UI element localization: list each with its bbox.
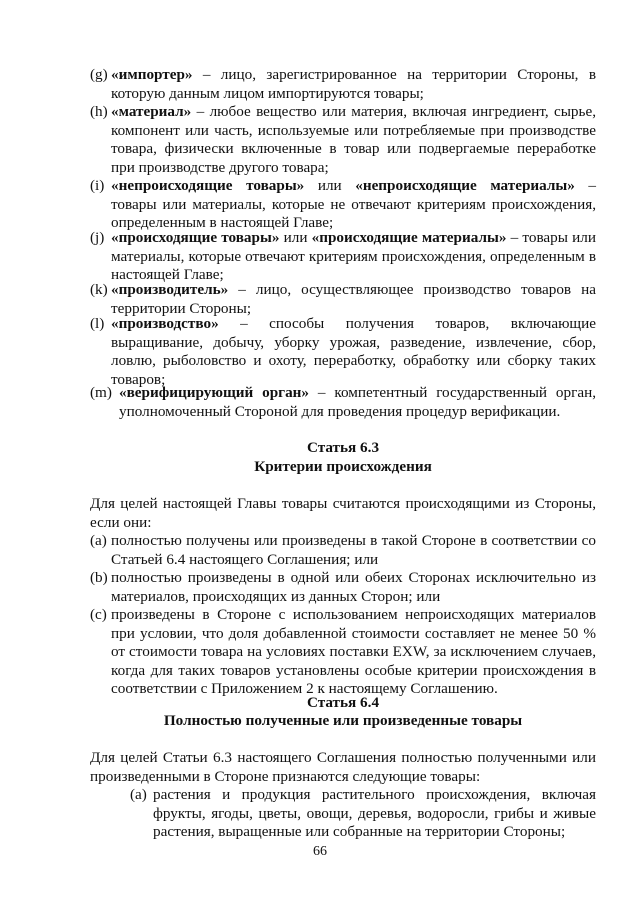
article-number: Статья 6.3	[306, 439, 380, 456]
definition-term: «материал»	[111, 103, 192, 120]
definition-marker: (i)	[90, 177, 105, 194]
list-marker: (b)	[90, 569, 108, 586]
definition-marker: (k)	[90, 281, 108, 298]
definition-term-alt: «происходящие материалы»	[311, 229, 507, 246]
article-intro: Для целей настоящей Главы товары считаются происходящими из Стороны, если они:	[90, 495, 596, 531]
definition-term: «производство»	[111, 315, 219, 332]
definition-g	[90, 66, 596, 103]
list-marker: (a)	[130, 786, 147, 803]
definition-h	[90, 103, 596, 177]
article-title: Критерии происхождения	[254, 458, 432, 475]
goods-item-a	[130, 786, 596, 842]
criteria-item-b	[90, 569, 596, 606]
definition-connector: или	[279, 229, 312, 246]
page-number: 66	[313, 844, 327, 859]
list-item-text: растения и продукция растительного происхождения, включая фрукты, ягоды, цветы, овощи, деревья, водоросли, грибы и живые растения, выращенные или собранные на территории Стороны;	[153, 786, 596, 841]
definition-term: «импортер»	[111, 66, 193, 83]
list-item-text: произведены в Стороне с использованием непроисходящих материалов при условии, что доля добавленной стоимости составляет не менее 50 % от стоимости товара на условиях поставки EXW, за исключением случаев, когда для таких товаров установлены особые критерии происхождения в соответствии с Приложением 2 к настоящему Соглашению.	[111, 606, 596, 698]
definition-text: – любое вещество или материя, включая ингредиент, сырье, компонент или часть, используемые или потребляемые при производстве товара, физически включенные в товар или подвергаемые переработке при производстве другого товара;	[111, 103, 596, 176]
definition-marker: (g)	[90, 66, 108, 83]
definition-l	[90, 315, 596, 389]
definition-marker: (j)	[90, 229, 105, 246]
definition-k	[90, 281, 596, 318]
definition-marker: (m)	[90, 384, 112, 401]
definition-term: «производитель»	[111, 281, 229, 298]
definition-marker: (h)	[90, 103, 108, 120]
definition-j	[90, 229, 596, 285]
definition-text: – товары или материалы, которые отвечают критериям происхождения, определенным в настоящей Главе;	[111, 229, 596, 284]
article-title: Полностью полученные или произведенные товары	[163, 712, 523, 729]
list-item-text: полностью получены или произведены в такой Стороне в соответствии со Статьей 6.4 настоящего Соглашения; или	[111, 532, 596, 568]
definition-text: – компетентный государственный орган, уполномоченный Стороной для проведения процедур верификации.	[119, 384, 596, 420]
criteria-item-a	[90, 532, 596, 569]
definition-text: – способы получения товаров, включающие выращивание, добычу, уборку урожая, разведение, извлечение, сбор, ловлю, рыболовство и охоту, переработку, обработку или сборку таких товаров;	[111, 315, 596, 388]
list-item-text: полностью произведены в одной или обеих Сторонах исключительно из материалов, происходящих из данных Сторон; или	[111, 569, 596, 605]
article-intro: Для целей Статьи 6.3 настоящего Соглашения полностью полученными или произведенными в Стороне признаются следующие товары:	[90, 749, 596, 785]
definition-marker: (l)	[90, 315, 105, 332]
definition-term: «верифицирующий орган»	[119, 384, 310, 401]
definition-i	[90, 177, 596, 233]
definition-connector: или	[304, 177, 356, 194]
definition-text: – лицо, зарегистрированное на территории Стороны, в которую данным лицом импортируются товары;	[111, 66, 596, 102]
list-marker: (a)	[90, 532, 107, 549]
definition-term: «непроисходящие товары»	[111, 177, 305, 194]
list-marker: (c)	[90, 606, 107, 623]
definition-text: – лицо, осуществляющее производство товаров на территории Стороны;	[111, 281, 596, 317]
criteria-item-c	[90, 606, 596, 699]
article-number: Статья 6.4	[306, 694, 380, 711]
definition-m	[90, 384, 596, 421]
definition-term-alt: «непроисходящие материалы»	[355, 177, 575, 194]
definition-term: «происходящие товары»	[111, 229, 280, 246]
definition-text: – товары или материалы, которые не отвечают критериям происхождения, определенным в настоящей Главе;	[111, 177, 596, 232]
